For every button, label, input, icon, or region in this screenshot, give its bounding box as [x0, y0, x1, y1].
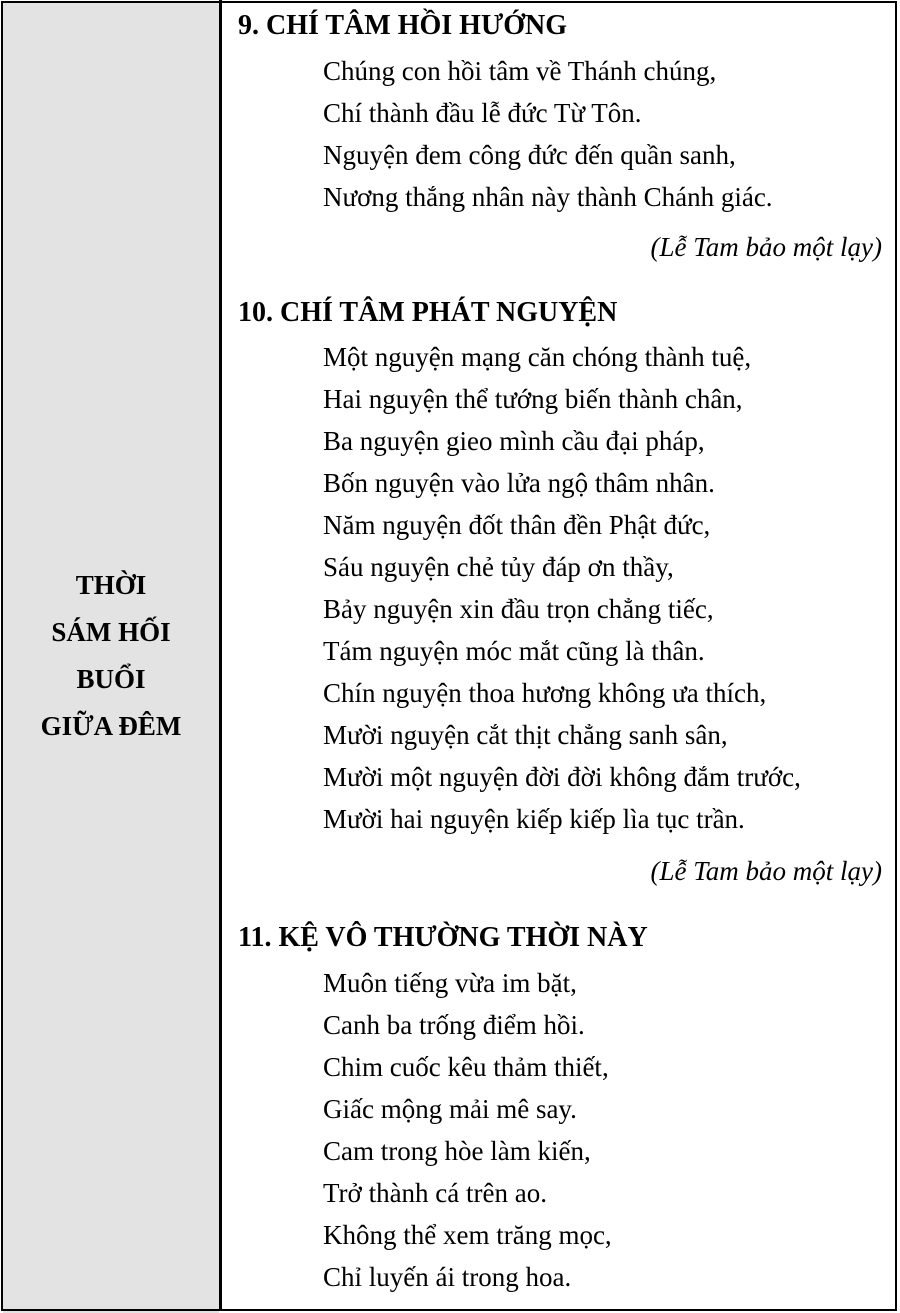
- verse-line: Ba nguyện gieo mình cầu đại pháp,: [323, 426, 705, 456]
- session-label-line: THỜI: [75, 570, 147, 600]
- verse-line: Bốn nguyện vào lửa ngộ thâm nhân.: [323, 468, 715, 498]
- session-label: [3, 562, 219, 750]
- verse-line: Bảy nguyện xin đầu trọn chẳng tiếc,: [323, 594, 714, 624]
- verse-line: Năm nguyện đốt thân đền Phật đức,: [323, 510, 711, 540]
- verse-line: Sáu nguyện chẻ tủy đáp ơn thầy,: [323, 552, 674, 582]
- verse-line: Tám nguyện móc mắt cũng là thân.: [323, 636, 705, 666]
- verse-line: Hai nguyện thể tướng biến thành chân,: [323, 384, 743, 414]
- verse-line: Một nguyện mạng căn chóng thành tuệ,: [323, 342, 752, 372]
- verse-line: Chín nguyện thoa hương không ưa thích,: [323, 678, 767, 708]
- verse-line: Chúng con hồi tâm về Thánh chúng,: [323, 56, 717, 86]
- prostration-note: (Lễ Tam bảo một lạy): [650, 856, 882, 886]
- verse-line: Chí thành đầu lễ đức Từ Tôn.: [323, 98, 642, 128]
- verse-line: Mười nguyện cắt thịt chẳng sanh sân,: [323, 720, 728, 750]
- verse-line: Chỉ luyến ái trong hoa.: [323, 1262, 572, 1292]
- section-title: 10. CHÍ TÂM PHÁT NGUYỆN: [238, 297, 618, 328]
- verse-line: Mười một nguyện đời đời không đắm trước,: [323, 762, 801, 792]
- verse-line: Cam trong hòe làm kiến,: [323, 1136, 591, 1166]
- session-label-line: SÁM HỐI: [51, 617, 171, 647]
- verse-block: [323, 962, 612, 1298]
- verse-line: Mười hai nguyện kiếp kiếp lìa tục trần.: [323, 804, 745, 834]
- verse-line: Giấc mộng mải mê say.: [323, 1094, 577, 1124]
- verse-line: Nương thắng nhân này thành Chánh giác.: [323, 182, 773, 212]
- section-title: 11. KỆ VÔ THƯỜNG THỜI NÀY: [238, 922, 648, 953]
- prostration-note: (Lễ Tam bảo một lạy): [650, 232, 882, 262]
- session-label-line: GIỮA ĐÊM: [40, 711, 182, 741]
- verse-line: Chim cuốc kêu thảm thiết,: [323, 1052, 609, 1082]
- verse-line: Không thể xem trăng mọc,: [323, 1220, 612, 1250]
- session-label-line: BUỔI: [76, 664, 146, 694]
- verse-block: [323, 336, 801, 840]
- section-title: 9. CHÍ TÂM HỒI HƯỚNG: [238, 10, 568, 41]
- verse-block: [323, 50, 773, 218]
- verse-line: Canh ba trống điểm hồi.: [323, 1010, 585, 1040]
- verse-line: Nguyện đem công đức đến quần sanh,: [323, 140, 736, 170]
- verse-line: Muôn tiếng vừa im bặt,: [323, 968, 577, 998]
- verse-line: Trở thành cá trên ao.: [323, 1178, 547, 1208]
